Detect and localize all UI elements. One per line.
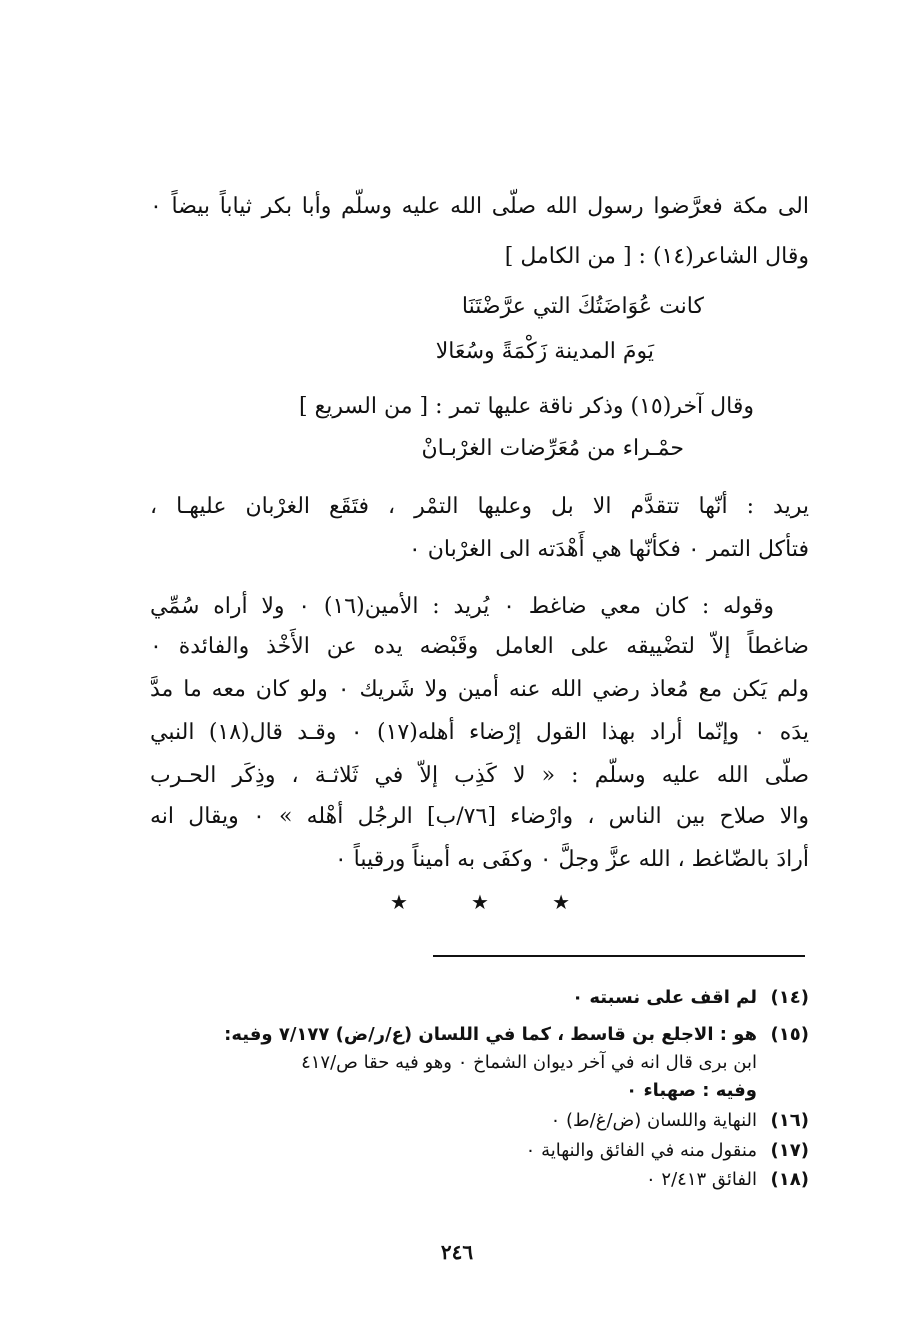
text-line: فتأكل التمر ٠ فكأنّها هي أَهْدَته الى الغرْبان ٠	[408, 537, 809, 562]
footnote	[572, 985, 809, 1011]
text-line: وقوله : كان معي ضاغط ٠ يُريد : الأمين(١٦) ٠ ولا أراه سُمِّي	[150, 594, 774, 619]
footnote-number: (١٧)	[770, 1140, 809, 1161]
page-number: ٢٤٦	[440, 1240, 474, 1264]
footnote	[646, 1167, 809, 1193]
footnote-number: (١٨)	[770, 1169, 809, 1190]
text-line: أرادَ بالضّاغط ، الله عزَّ وجلَّ ٠ وكفَى به أميناً ورقيباً ٠	[334, 847, 809, 872]
footnote-number: (١٦)	[770, 1110, 809, 1131]
text-line: الى مكة فعرَّضوا رسول الله صلّى الله عليه وسلّم وأبا بكر ثياباً بيضاً ٠	[150, 194, 809, 219]
verse-line: حمْـراء من مُعَرِّضات الغرْبـانْ	[421, 436, 684, 461]
text-line: يدَه ٠ وإنّما أراد بهذا القول إرْضاء أهله(١٧) ٠ وقـد قال(١٨) النبي	[150, 720, 809, 745]
text-line: صلّى الله عليه وسلّم : « لا كَذِب إلاّ في ثَلاثـة ، وذِكَر الحـرب	[150, 763, 809, 788]
footnote-separator	[433, 955, 805, 957]
section-divider-stars	[390, 890, 570, 914]
footnote-text: الفائق ٢/٤١٣ ٠	[646, 1169, 757, 1190]
text-line: وقال الشاعر(١٤) : [ من الكامل ]	[504, 244, 809, 269]
footnote	[551, 1108, 809, 1134]
text-line: وقال آخر(١٥) وذكر ناقة عليها تمر : [ من السريع ]	[299, 394, 754, 419]
footnote	[526, 1138, 809, 1164]
footnote-number: (١٤)	[770, 987, 809, 1008]
footnote-text: هو : الاجلع بن قاسط ، كما في اللسان (ع/ر/ض) ٧/١٧٧ وفيه:	[224, 1024, 757, 1045]
footnote-continuation: ابن برى قال انه في آخر ديوان الشماخ ٠ وهو فيه حقا ص/٤١٧	[301, 1052, 757, 1073]
footnote-continuation: وفيه : صهباء ٠	[626, 1080, 757, 1101]
text-line: ضاغطاً إلاّ لتضْييقه على العامل وقَبْضه يده عن الأَخْذ والفائدة ٠	[150, 634, 809, 659]
verse-line: يَومَ المدينة زَكْمَةً وسُعَالا	[435, 339, 654, 364]
footnote-text: لم اقف على نسبته ٠	[572, 987, 757, 1008]
text-line: يريد : أنّها تتقدَّم الا بل وعليها التمْر ، فتَقَع الغرْبان عليهـا ،	[150, 494, 809, 519]
star-icon: ★	[471, 890, 489, 914]
footnote-text: منقول منه في الفائق والنهاية ٠	[525, 1140, 757, 1161]
text-line: والا صلاح بين الناس ، وارْضاء [٧٦/ب] الرجُل أهْله » ٠ ويقال انه	[150, 804, 809, 829]
text-line: ولم يَكن مع مُعاذ رضي الله عنه أمين ولا شَريك ٠ ولو كان معه ما مدَّ	[150, 677, 809, 702]
verse-line: كانت عُوَاضَتُكَ التي عرَّضْتَنَا	[461, 294, 704, 319]
footnote-text: النهاية واللسان (ض/غ/ط) ٠	[550, 1110, 757, 1131]
footnote-number: (١٥)	[770, 1024, 809, 1045]
footnote	[224, 1022, 809, 1048]
star-icon: ★	[390, 890, 408, 914]
star-icon: ★	[552, 890, 570, 914]
